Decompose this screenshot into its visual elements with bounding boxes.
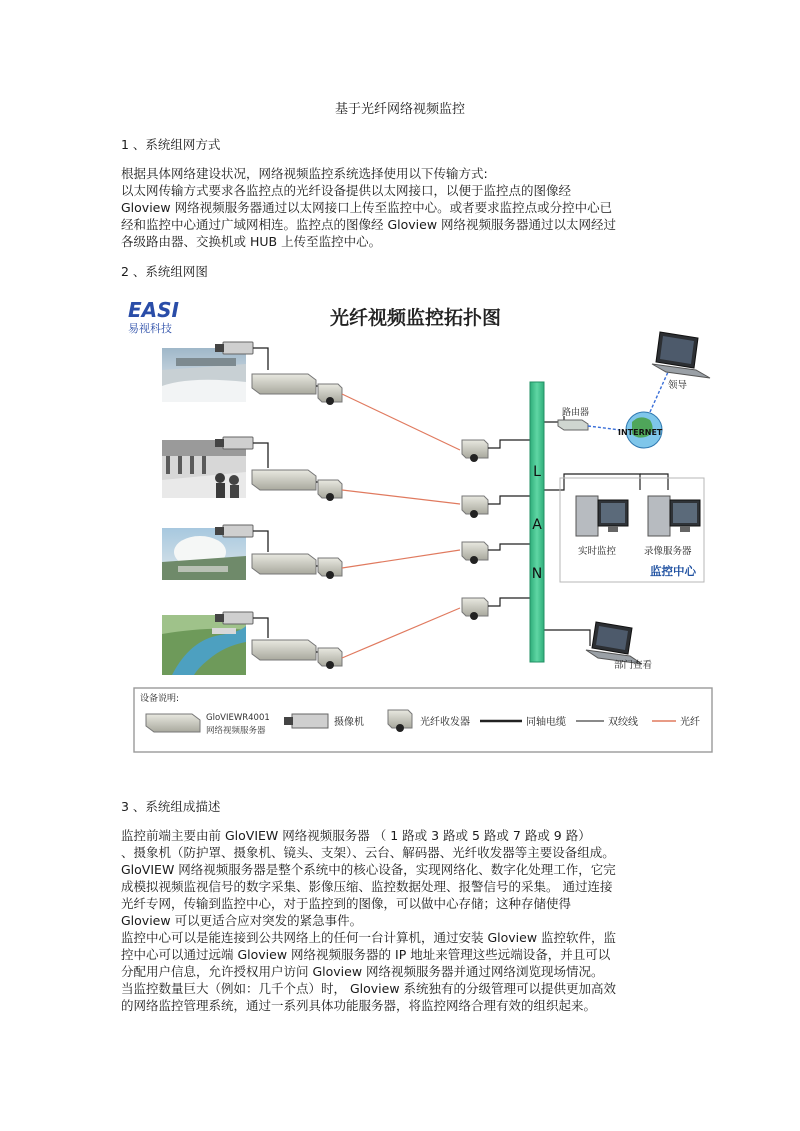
transceiver-left-3 [318, 558, 342, 579]
section-1-line: 各级路由器、交换机或 HUB 上传至监控中心。 [121, 234, 382, 249]
realtime-label: 实时监控 [578, 546, 617, 557]
legend-camera-label: 摄像机 [334, 717, 364, 728]
legend-title: 设备说明: [140, 694, 180, 704]
legend-transceiver-label: 光纤收发器 [420, 717, 470, 728]
section-1-line: 根据具体网络建设状况，网络视频监控系统选择使用以下传输方式: [121, 166, 488, 181]
lan-letter: N [531, 566, 543, 582]
brand-logo: EASI [128, 298, 179, 322]
transceiver-right-1 [462, 440, 488, 462]
section-1-line: 经和监控中心通过广域网相连。监控点的图像经 Gloview 网络视频服务器通过以太网经过 [121, 217, 617, 232]
realtime-monitor-pc [576, 496, 628, 557]
section-3-line: 控中心可以通过远端 Gloview 网络视频服务器的 IP 地址来管理这些远端设备，并且可以 [121, 947, 611, 962]
section-3-heading: 3 、系统组成描述 [121, 799, 221, 814]
transceiver-right-2 [462, 496, 488, 518]
department-label: 部门查看 [614, 660, 653, 671]
section-2-heading: 2 、系统组网图 [121, 264, 208, 279]
video-server-3 [252, 554, 316, 574]
router-label: 路由器 [562, 408, 590, 418]
section-3-line: 当监控数量巨大（例如：几千个点）时， Gloview 系统独有的分级管理可以提供更加高效 [121, 981, 617, 996]
center-label: 监控中心 [650, 564, 696, 578]
recorder-label: 录像服务器 [644, 546, 692, 557]
section-3-line: Gloview 可以更适合应对突发的紧急事件。 [121, 913, 363, 928]
section-3-line: 监控前端主要由前 GloVIEW 网络视频服务器 （ 1 路或 3 路或 5 路或 7 路或 9 路） [121, 828, 591, 843]
legend-fiber-label: 光纤 [680, 717, 700, 728]
brand-subtitle: 易视科技 [128, 322, 172, 335]
video-server-1 [252, 374, 316, 394]
transceiver-left-4 [318, 648, 342, 669]
legend-server-model: GloVIEWR4001 [206, 713, 270, 723]
document-title: 基于光纤网络视频监控 [334, 102, 465, 117]
leader-laptop [652, 332, 710, 391]
topology-svg [120, 290, 720, 758]
video-server-2 [252, 470, 316, 490]
transceiver-left-1 [318, 384, 342, 405]
topology-diagram [120, 290, 720, 758]
section-3-line: 监控中心可以是能连接到公共网络上的任何一台计算机，通过安装 Gloview 监控软件，监 [121, 930, 617, 945]
leader-label: 领导 [668, 380, 688, 391]
recorder-server-pc [644, 496, 700, 557]
section-3-line: 分配用户信息，允许授权用户访问 Gloview 网络视频服务器并通过网络浏览现场情况。 [121, 964, 604, 979]
video-server-4 [252, 640, 316, 660]
section-3-line: 成模拟视频监视信号的数字采集、影像压缩、监控数据处理、报警信号的采集。 通过连接 [121, 879, 613, 894]
diagram-title: 光纤视频监控拓扑图 [330, 307, 502, 329]
legend-twisted-label: 双绞线 [608, 717, 638, 728]
legend-server-icon [146, 714, 200, 732]
router [558, 406, 589, 430]
transceiver-left-2 [318, 480, 342, 501]
lan-backbone [530, 382, 544, 662]
section-1-heading: 1 、系统组网方式 [121, 137, 221, 152]
section-3-line: GloVIEW 网络视频服务器是整个系统中的核心设备，实现网络化、数字化处理工作，它完 [121, 862, 616, 877]
legend-coax-label: 同轴电缆 [526, 717, 566, 728]
site-photo-dam [162, 348, 246, 402]
internet-label: INTERNET [618, 428, 663, 437]
section-3-body [121, 827, 686, 1014]
lan-letter: L [533, 464, 541, 480]
section-1-line: 以太网传输方式要求各监控点的光纤设备提供以太网接口，以便于监控点的图像经 [121, 183, 572, 198]
twisted-pair-links [316, 386, 326, 656]
lan-letter: A [532, 517, 542, 533]
department-laptop [586, 622, 653, 671]
transceiver-right-3 [462, 542, 488, 564]
section-1-line: Gloview 网络视频服务器通过以太网接口上传至监控中心。或者要求监控点或分控中心已 [121, 200, 613, 215]
legend-server-label: 网络视频服务器 [206, 726, 266, 736]
fiber-links [342, 394, 460, 658]
section-3-line: 的网络监控管理系统，通过一系列具体功能服务器，将监控网络合理有效的组织起来。 [121, 998, 597, 1013]
transceiver-right-4 [462, 598, 488, 620]
section-3-line: 、摄象机（防护罩、摄象机、镜头、支架）、云台、解码器、光纤收发器等主要设备组成。 [121, 845, 615, 860]
section-1-body [121, 165, 686, 250]
section-3-line: 光纤专网，传输到监控中心，对于监控到的图像，可以做中心存储；这种存储使得 [121, 896, 572, 911]
internet-globe [618, 412, 663, 448]
legend [134, 688, 712, 752]
